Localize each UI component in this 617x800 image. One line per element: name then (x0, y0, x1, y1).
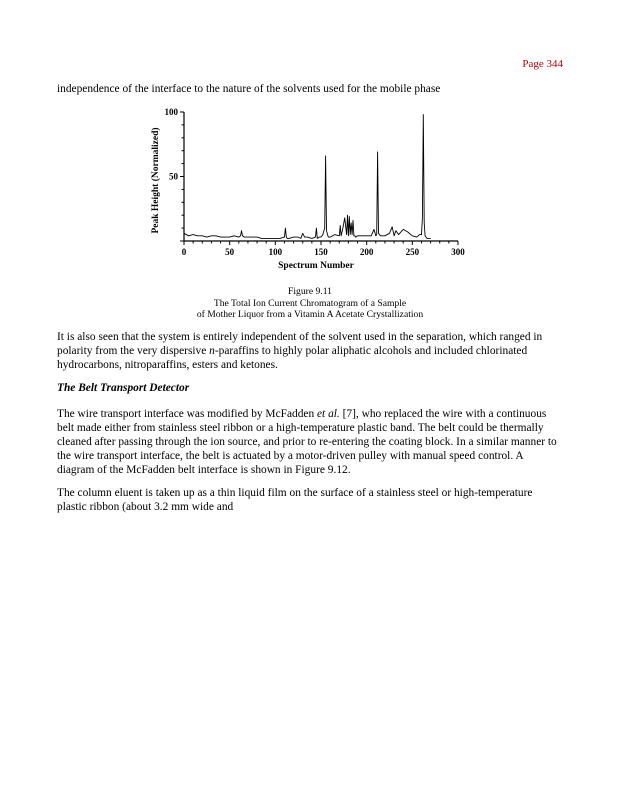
y-tick-label: 50 (169, 171, 178, 182)
caption-line-1: The Total Ion Current Chromatogram of a Sample (213, 297, 407, 309)
x-tick-label: 100 (268, 247, 283, 257)
section-heading: The Belt Transport Detector (57, 382, 190, 394)
page-number: Page 344 (522, 58, 563, 70)
x-axis-title: Spectrum Number (278, 261, 354, 271)
paragraph1-italic-n: n (209, 345, 215, 357)
series-line-tic (184, 115, 431, 239)
paragraph2-text-a: The wire transport interface was modified by McFadden (57, 408, 317, 420)
figure-label: Figure 9.11 (288, 286, 332, 297)
paragraph2-italic-etal: et al. (317, 408, 340, 420)
tic-chart (140, 104, 480, 274)
caption-line-2: of Mother Liquor from a Vitamin A Acetate Crystallization (196, 309, 424, 320)
paragraph-column-eluent: The column eluent is taken up as a thin liquid film on the surface of a stainless steel or high-temperature plastic ribbon (about 3.2 mm wide and (57, 487, 533, 513)
paragraph1-text-a: It is also seen that the system is entirely independent of the solvent used in the separation, which ranged in polarity from the very dispersive (57, 331, 543, 357)
figure-caption (57, 286, 563, 321)
x-tick-label: 150 (314, 247, 328, 257)
intro-text: independence of the interface to the nature of the solvents used for the mobile phase (57, 83, 441, 95)
paragraph-solvent-independence (57, 330, 563, 372)
paragraph-belt-interface (57, 407, 563, 477)
x-tick-label: 200 (359, 247, 374, 257)
paragraph2-text-b: [7], who replaced the wire with a continuous belt made either from stainless steel ribbon or a high-temperature plastic band. The belt could be thermally cleaned after passing through the ion source, and prior to re-entering the coating block. In a similar manner to the wire transport interface, the belt is actuated by a motor-driven pulley with manual speed control. A diagram of the McFadden belt interface is shown in Figure 9.12. (57, 408, 557, 476)
x-tick-label: 0 (181, 247, 187, 257)
paragraph1-text-b: -paraffins to highly polar aliphatic alcohols and included chlorinated hydrocarbons, nitroparaffins, esters and ketones. (57, 345, 528, 371)
x-tick-label: 300 (451, 247, 465, 257)
x-tick-label: 50 (225, 247, 235, 257)
y-tick-label: 100 (164, 107, 178, 117)
y-axis-title: Peak Height (Normalized) (151, 127, 161, 234)
x-tick-label: 250 (405, 247, 420, 257)
